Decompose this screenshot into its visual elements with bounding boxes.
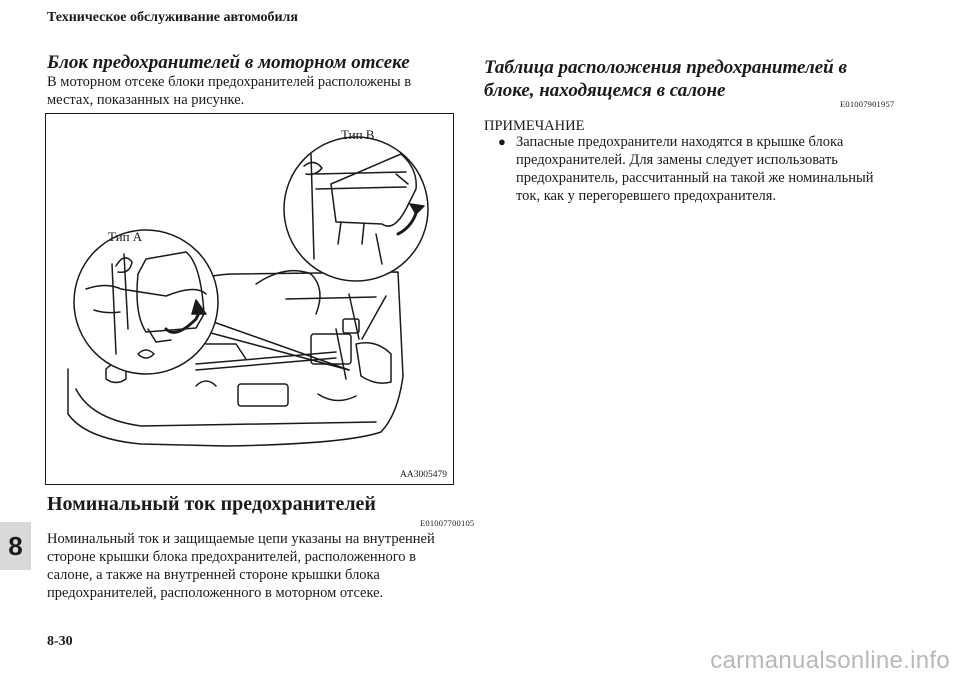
- section-code-cabin-fuse-table: E01007901957: [840, 99, 895, 109]
- section-title-engine-fuse-box: Блок предохранителей в моторном отсеке: [47, 52, 410, 73]
- note-label: ПРИМЕЧАНИЕ: [484, 118, 585, 134]
- watermark: carmanualsonline.info: [710, 647, 950, 674]
- note-text: Запасные предохранители находятся в крышке блока предохранителей. Для замены следует использовать предохранитель, рассчитанный на такой же номинальный ток, как у перегоревшего предохранителя.: [516, 134, 874, 204]
- running-header: Техническое обслуживание автомобиля: [47, 10, 298, 25]
- figure-label-type-a: Тип A: [108, 229, 143, 244]
- engine-compartment-figure: [45, 113, 454, 485]
- section-body-rated-current: Номинальный ток и защищаемые цепи указаны на внутренней стороне крышки блока предохранителей, расположенного в салоне, а также на внутренней стороне крышки блока предохранителей, расположенного в моторном отсеке.: [47, 531, 435, 601]
- chapter-tab: 8: [0, 522, 31, 570]
- engine-compartment-illustration: [46, 114, 453, 484]
- section-code-rated-current: E01007700105: [420, 518, 475, 528]
- page-number: 8-30: [47, 634, 73, 649]
- section-title-rated-current: Номинальный ток предохранителей: [47, 493, 376, 515]
- section-title-cabin-fuse-table: Таблица расположения предохранителей в блоке, находящемся в салоне: [484, 57, 847, 101]
- figure-label-type-b: Тип B: [341, 127, 375, 142]
- section-body-engine-fuse-box: В моторном отсеке блоки предохранителей расположены в местах, показанных на рисунке.: [47, 74, 412, 108]
- note-item: [498, 133, 893, 205]
- figure-code: AA3005479: [400, 470, 447, 480]
- bullet-icon: ●: [498, 134, 506, 149]
